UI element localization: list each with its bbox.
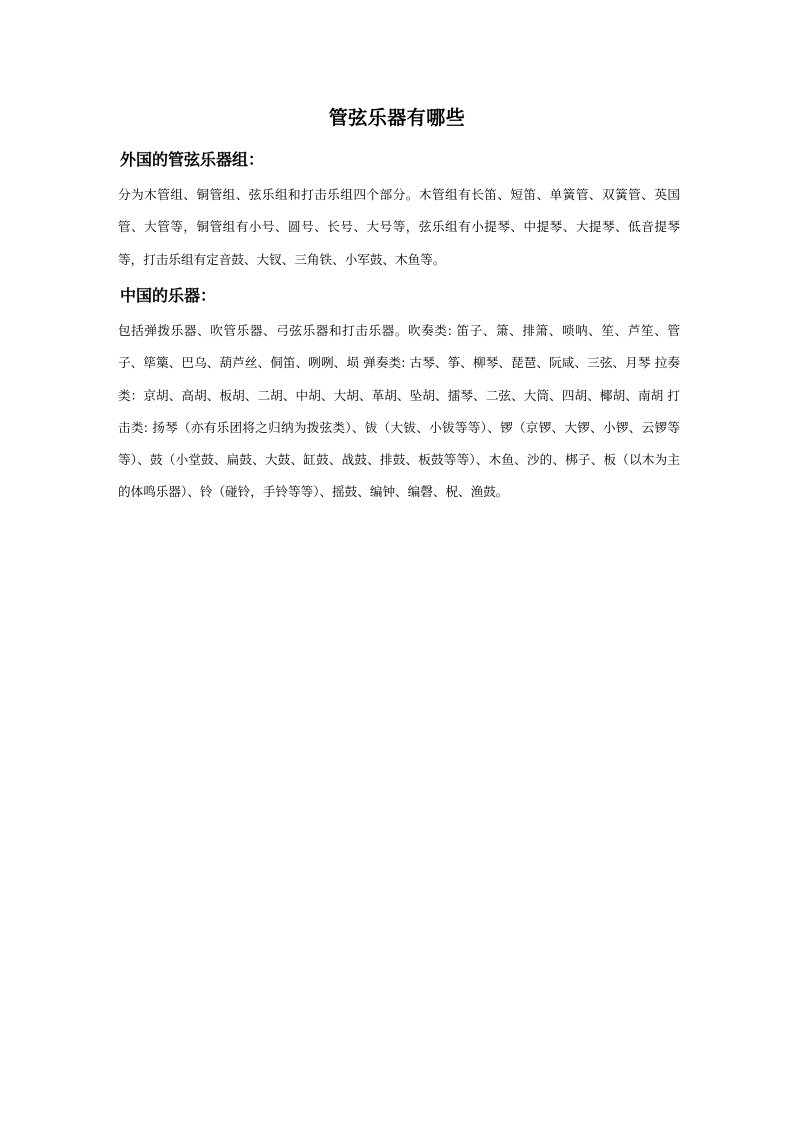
paragraph-chinese-instruments: 包括弹拨乐器、吹管乐器、弓弦乐器和打击乐器。吹奏类: 笛子、箫、排箫、唢呐、笙、芦笙、管子、筚篥、巴乌、葫芦丝、侗笛、咧咧、埙 弹奏类: 古琴、筝、柳琴、琵琶、阮咸、三弦、月琴 拉奏类：京胡、高胡、板胡、二胡、中胡、大胡、革胡、坠胡、擂琴、二弦、大筒、四胡、椰胡、南胡 打击类: 扬琴（亦有乐团将之归纳为拨弦类）、钹（大钹、小钹等等）、锣（京锣、大锣、小锣、云锣等等）、鼓（小堂鼓、扁鼓、大鼓、缸鼓、战鼓、排鼓、板鼓等等）、木鱼、沙的、梆子、板（以木为主的体鸣乐器）、铃（碰铃，手铃等等）、摇鼓、编钟、编磬、柷、渔鼓。 [118, 323, 680, 500]
paragraph-foreign-instruments: 分为木管组、铜管组、弦乐组和打击乐组四个部分。木管组有长笛、短笛、单簧管、双簧管、英国管、大管等，铜管组有小号、圆号、长号、大号等，弦乐组有小提琴、中提琴、大提琴、低音提琴等，打击乐组有定音鼓、大钗、三角铁、小军鼓、木鱼等。 [118, 187, 680, 267]
section-heading-foreign-instruments: 外国的管弦乐器组： [120, 150, 265, 169]
page-title: 管弦乐器有哪些 [328, 107, 466, 129]
section-heading-chinese-instruments: 中国的乐器： [120, 286, 217, 305]
